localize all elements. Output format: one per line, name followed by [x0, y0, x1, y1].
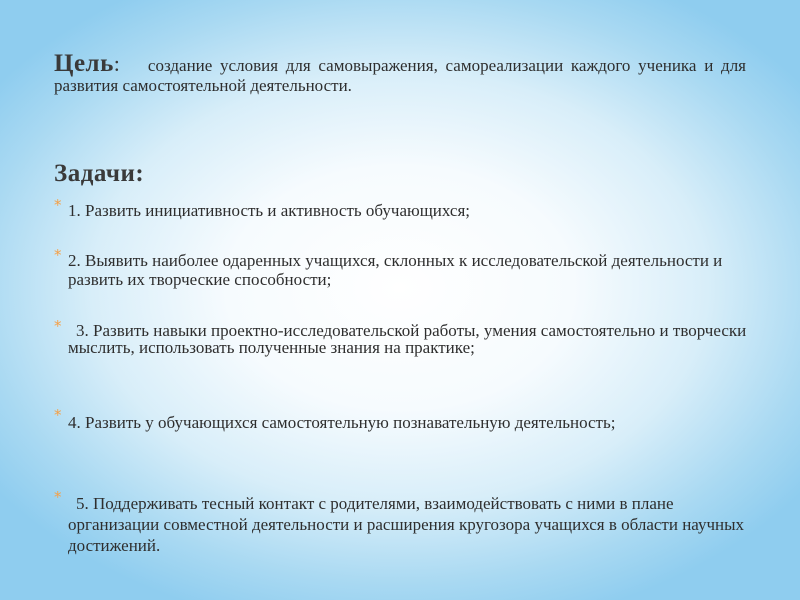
task-item-3 [54, 317, 754, 357]
goal-colon: : [113, 51, 120, 76]
star-bullet-icon: * [54, 196, 62, 214]
goal-text: создание условия для самовыражения, самореализации каждого ученика и для развития самостоятельной деятельности. [54, 56, 746, 95]
task-item-5 [54, 488, 754, 556]
task-item-2 [54, 246, 754, 289]
star-bullet-icon: * [54, 317, 62, 335]
task-text-1: 1. Развить инициативность и активность обучающихся; [68, 201, 470, 220]
task-text-2: 2. Выявить наиболее одаренных учащихся, склонных к исследовательской деятельности и развить их творческие способности; [68, 251, 723, 289]
task-item-4 [54, 406, 754, 435]
goal-paragraph [54, 50, 746, 96]
task-text-3: 3. Развить навыки проектно-исследовательской работы, умения самостоятельно и творчески мыслить, использовать полученные знания на практике; [68, 321, 747, 357]
task-item-1 [54, 196, 754, 220]
star-bullet-icon: * [54, 246, 62, 264]
star-bullet-icon: * [54, 488, 62, 506]
tasks-title: Задачи: [54, 160, 145, 187]
star-bullet-icon: * [54, 406, 62, 424]
task-text-5: 5. Поддерживать тесный контакт с родителями, взаимодействовать с ними в плане организации совместной деятельности и расширения кругозора учащихся в области научных достижений. [68, 494, 745, 555]
task-text-4: 4. Развить у обучающихся самостоятельную познавательную деятельность; [68, 413, 616, 432]
goal-label: Цель [54, 50, 114, 77]
